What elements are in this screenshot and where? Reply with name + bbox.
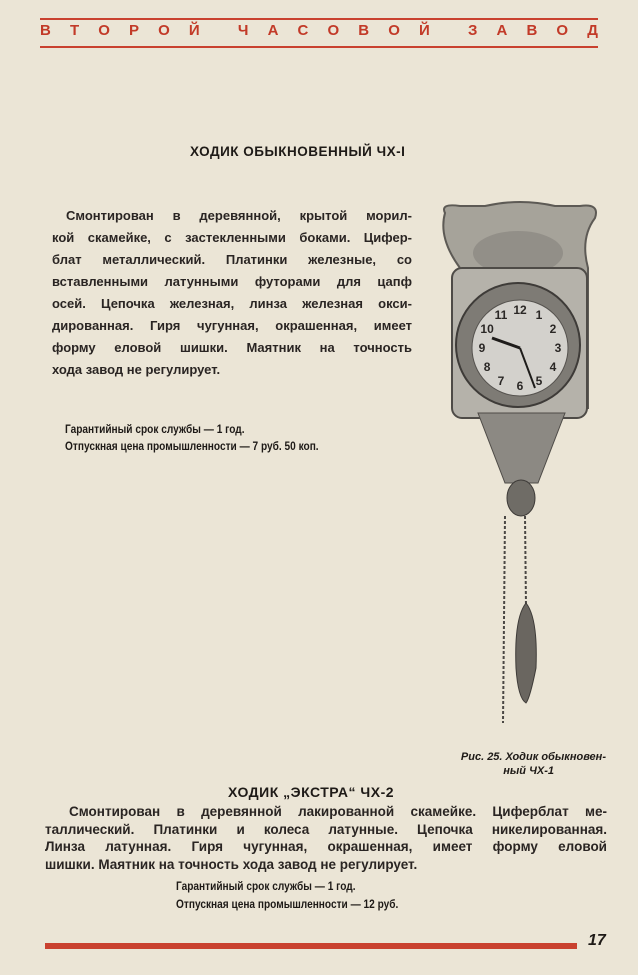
- section2-price: Отпускная цена промышленности — 12 руб.: [176, 899, 399, 911]
- header-letter: Д: [587, 22, 598, 39]
- header-letter: Ч: [237, 22, 249, 39]
- text-line: шишки. Маятник на точность хода завод не регулирует.: [45, 856, 418, 872]
- text-line: кой скамейке, с застекленными боками. Цифер-: [52, 230, 412, 245]
- dial-numeral: 10: [480, 322, 494, 336]
- text-line: Смонтирован в деревянной лакированной скамейке. Циферблат ме-: [69, 804, 607, 819]
- dial-numeral: 4: [549, 360, 557, 374]
- header-letter: О: [158, 22, 170, 39]
- clock-illustration: [430, 198, 610, 738]
- header-top-rule: [40, 18, 598, 20]
- page-number: 17: [588, 932, 606, 949]
- dial-numeral: 5: [535, 373, 543, 388]
- header-letter: Й: [419, 22, 430, 39]
- header-letter: В: [358, 22, 370, 39]
- header-letter: А: [496, 22, 508, 39]
- header-letter: О: [98, 22, 110, 39]
- section2-description: [45, 803, 607, 873]
- header-bottom-rule: [40, 46, 598, 48]
- dial-numeral: 11: [494, 308, 508, 323]
- figure-caption-line2: ный ЧХ-1: [503, 765, 554, 777]
- text-line: дированная. Гиря чугунная, окрашенная, имеет: [52, 318, 412, 333]
- text-line: вставленными латунными футорами для цапф: [52, 274, 412, 289]
- header-letter: Й: [188, 22, 200, 39]
- section2-title: ХОДИК „ЭКСТРА“ ЧХ-2: [228, 784, 395, 800]
- header-letter: В: [526, 22, 538, 39]
- figure-caption: [420, 750, 606, 778]
- dial-numeral: 2: [549, 322, 557, 336]
- header-letter: В: [40, 22, 51, 39]
- figure-caption-line1: Рис. 25. Ходик обыкновен-: [460, 751, 606, 763]
- dial-numeral: 9: [478, 341, 486, 355]
- dial-numeral: 8: [483, 360, 491, 374]
- running-header: [40, 22, 598, 42]
- header-letter: Р: [129, 22, 140, 39]
- header-letter: О: [388, 22, 400, 39]
- text-line: форму еловой шишки. Маятник на точность: [52, 340, 412, 355]
- header-letter: Т: [69, 22, 80, 39]
- dial-numeral: 7: [497, 373, 505, 388]
- section2-warranty: Гарантийный срок службы — 1 год.: [176, 881, 356, 893]
- header-letter: А: [267, 22, 279, 39]
- text-line: блат металлический. Платинки железные, со: [52, 252, 412, 267]
- text-line: таллический. Платинки и колеса латунные. Цепочка никелированная.: [45, 821, 607, 837]
- footer-rule: [45, 943, 577, 949]
- section1-warranty: Гарантийный срок службы — 1 год.: [65, 424, 245, 436]
- dial-numeral: 3: [554, 341, 562, 355]
- dial-numeral: 6: [516, 379, 524, 393]
- header-letter: З: [468, 22, 478, 39]
- dial-numeral: 1: [535, 308, 543, 323]
- section1-description: [52, 205, 412, 381]
- section1-title: ХОДИК ОБЫКНОВЕННЫЙ ЧХ-I: [190, 144, 406, 159]
- section1-price: Отпускная цена промышленности — 7 руб. 50 коп.: [65, 441, 319, 453]
- text-line: хода завод не регулирует.: [52, 362, 221, 377]
- text-line: осей. Цепочка железная, линза железная окси-: [52, 296, 412, 311]
- header-letter: О: [327, 22, 340, 39]
- header-letter: О: [556, 22, 569, 39]
- header-letter: С: [297, 22, 309, 39]
- text-line: Смонтирован в деревянной, крытой морил-: [66, 208, 412, 223]
- text-line: Линза латунная. Гиря чугунная, окрашенная, имеет форму еловой: [45, 839, 607, 854]
- dial-numeral: 12: [513, 303, 527, 317]
